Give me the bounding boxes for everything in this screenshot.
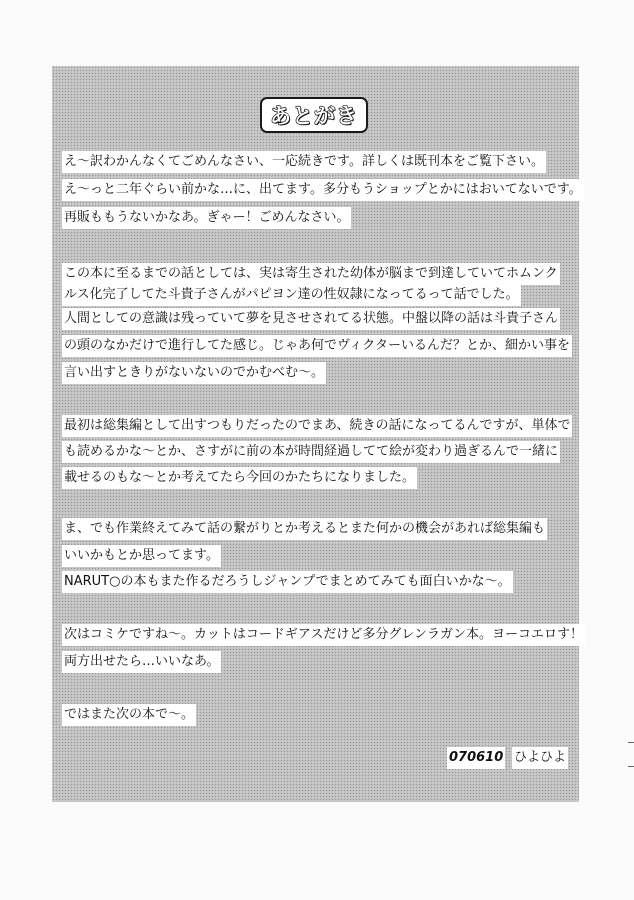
text-line: いいかもとか思ってます。 <box>62 545 221 567</box>
text-line: 両方出せたら…いいなあ。 <box>62 651 221 673</box>
text-line: え～訳わかんなくてごめんなさい、一応続きです。詳しくは既刊本をご覧下さい。 <box>62 151 546 173</box>
text-line: ではまた次の本で～。 <box>62 704 196 726</box>
scan-mark <box>628 742 634 743</box>
text-line: ルス化完了してた斗貴子さんがパピヨン達の性奴隷になってるって話でした。 <box>62 284 521 306</box>
title-box <box>260 97 368 133</box>
page-title: あとがき <box>270 104 358 128</box>
text-line: も読めるかな～とか、さすがに前の本が時間経過してて絵が変わり過ぎるんで一緒に <box>62 441 560 463</box>
text-line: ま、でも作業終えてみて話の繋がりとか考えるとまた何かの機会があれば総集編も <box>62 518 547 540</box>
text-line: この本に至るまでの話としては、実は寄生された幼体が脳まで到達していてホムンク <box>62 263 560 285</box>
scan-mark <box>628 766 634 767</box>
text-line: 最初は総集編として出すつもりだったのでまあ、続きの話になってるんですが、単体で <box>62 415 572 437</box>
text-line: 再販ももうないかなあ。ぎゃー！ごめんなさい。 <box>62 207 351 229</box>
text-line: 言い出すときりがないないのでかむべむ～。 <box>62 362 326 384</box>
signature-date: 070610 <box>447 747 505 769</box>
text-line: 人間としての意識は残っていて夢を見させされてる状態。中盤以降の話は斗貴子さん <box>62 308 560 330</box>
text-line: NARUT○の本もまた作るだろうしジャンプでまとめてみても面白いかな～。 <box>62 571 513 593</box>
signature-name: ひよひよ <box>512 747 568 769</box>
text-line: え～っと二年ぐらい前かな…に、出てます。多分もうショップとかにはおいてないです。 <box>62 179 584 201</box>
text-line: の頭のなかだけで進行してた感じ。じゃあ何でヴィクターいるんだ？とか、細かい事を <box>62 335 572 357</box>
text-line: 載せるのもな～とか考えてたら今回のかたちになりました。 <box>62 467 417 489</box>
text-line: 次はコミケですね～。カットはコードギアスだけど多分グレンラガン本。ヨーコエロす！ <box>62 624 585 646</box>
